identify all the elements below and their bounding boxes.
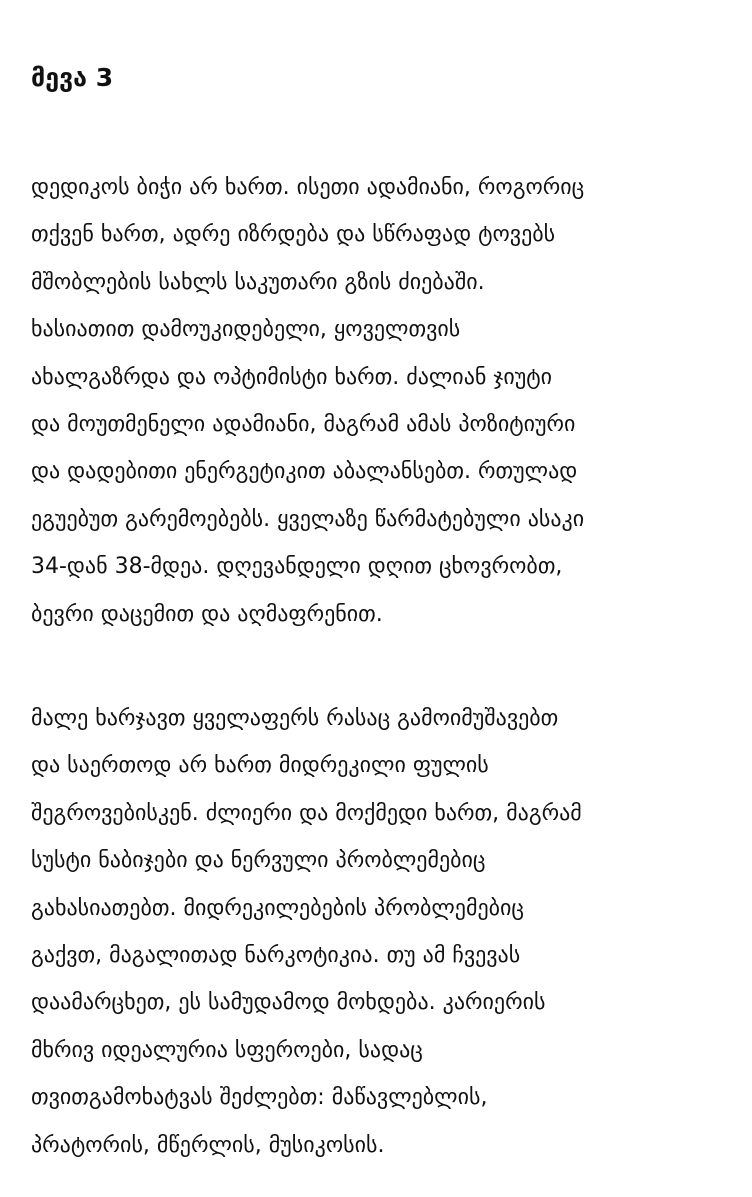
text-line: და მოუთმენელი ადამიანი, მაგრამ ამას პოზიტიური [31, 412, 576, 438]
text-line: 34-დან 38-მდეა. დღევანდელი დღით ცხოვრობთ, [31, 554, 563, 580]
text-line: მხრივ იდეალურია სფეროები, სადაც [31, 1037, 423, 1063]
text-line: და დადებითი ენერგეტიკით აბალანსებთ. რთულად [31, 459, 578, 485]
text-line: გახასიათებთ. მიდრეკილებების პრობლემებიც [31, 895, 524, 921]
text-line: სუსტი ნაბიჯები და ნერვული პრობლემებიც [31, 848, 486, 874]
text-line: თქვენ ხართ, ადრე იზრდება და სწრაფად ტოვებს [31, 222, 556, 248]
text-line: და საერთოდ არ ხართ მიდრეკილი ფულის [31, 753, 489, 779]
text-line: ბევრი დაცემით და აღმაფრენით. [31, 601, 383, 627]
text-line: თვითგამოხატვას შეძლებთ: მაწავლებლის, [31, 1085, 488, 1111]
text-line: შეგროვებისკენ. ძლიერი და მოქმედი ხართ, მაგრამ [31, 800, 582, 826]
page-title: მევა 3 [31, 63, 114, 92]
text-line: დაამარცხეთ, ეს სამუდამოდ მოხდება. კარიერის [31, 990, 546, 1016]
text-line: ახალგაზრდა და ოპტიმისტი ხართ. ძალიან ჯიუტი [31, 364, 553, 390]
text-line: ხასიათით დამოუკიდებელი, ყოველთვის [31, 317, 461, 343]
paragraph-1 [31, 164, 731, 638]
text-line: ეგუებუთ გარემოებებს. ყველაზე წარმატებული ასაკი [31, 506, 585, 532]
text-line: მალე ხარჯავთ ყველაფერს რასაც გამოიმუშავებთ [31, 706, 559, 731]
paragraph-2 [31, 695, 731, 1169]
text-line: პრატორის, მწერლის, მუსიკოსის. [31, 1132, 385, 1158]
text-line: გაქვთ, მაგალითად ნარკოტიკია. თუ ამ ჩვევას [31, 943, 521, 969]
text-line: მშობლების სახლს საკუთარი გზის ძიებაში. [31, 269, 485, 295]
text-line: დედიკოს ბიჭი არ ხართ. ისეთი ადამიანი, როგორიც [31, 175, 585, 200]
